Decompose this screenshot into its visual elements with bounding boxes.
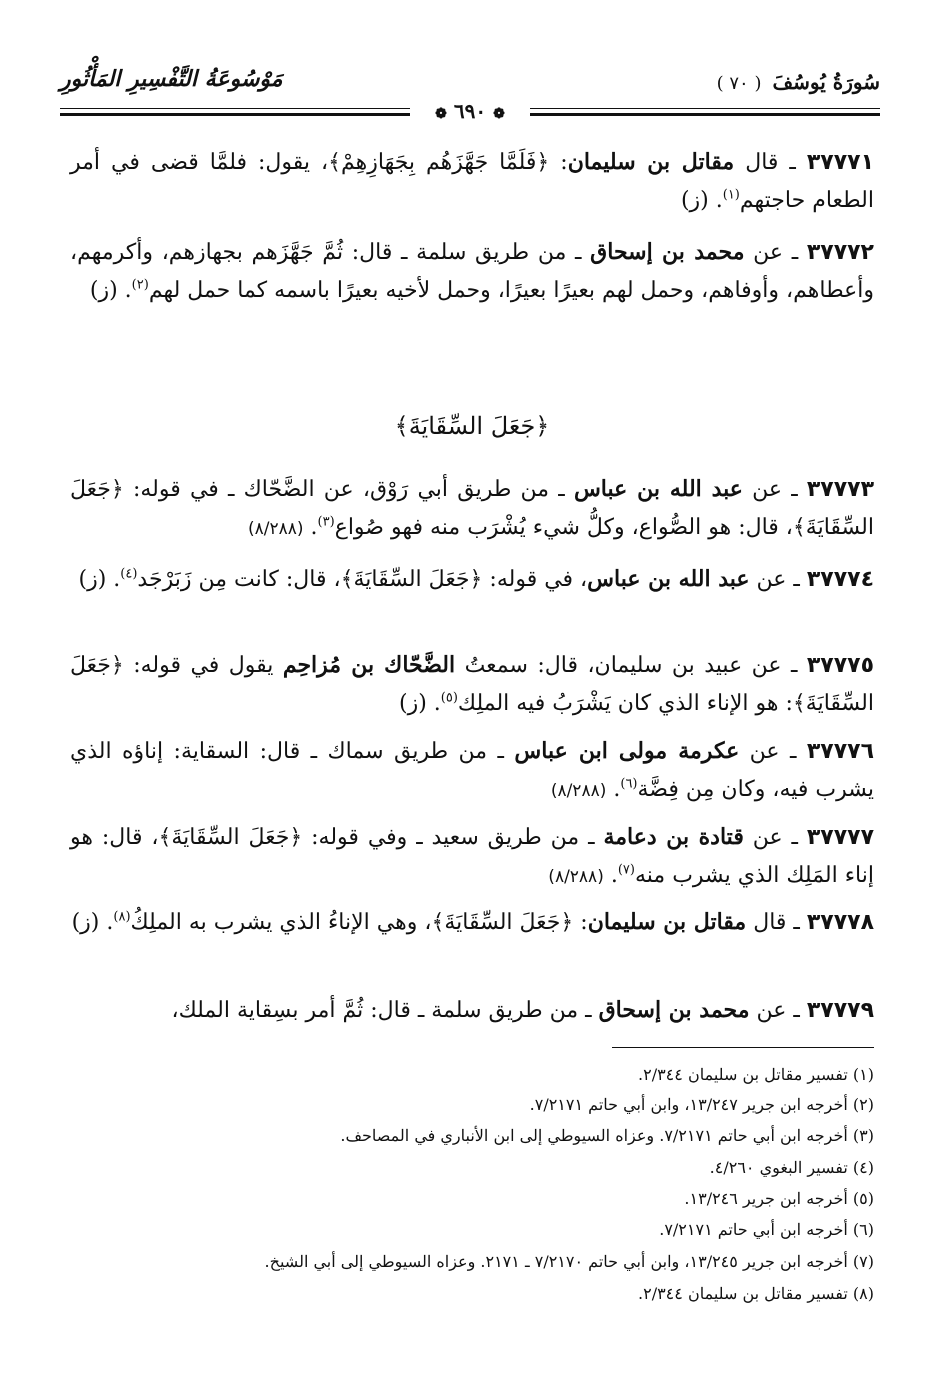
footnote-separator bbox=[612, 1047, 874, 1048]
narrator-name: الضَّحّاك بن مُزاحِم bbox=[282, 652, 456, 678]
running-head-sura bbox=[717, 70, 880, 94]
narration-entry bbox=[70, 818, 874, 896]
narration-text: ـ من طريق أبي رَوْق، عن الضَّحّاك ـ في قوله: bbox=[123, 477, 574, 502]
sura-title: سُورَةُ يُوسُفَ bbox=[772, 70, 880, 94]
quran-quote: ﴿فَلَمَّا جَهَّزَهُم بِجَهَازِهِمْ﴾ bbox=[328, 150, 550, 175]
narration-entry bbox=[70, 143, 874, 220]
narration-number: ٣٧٧٧٦ bbox=[806, 739, 875, 764]
narrator-name: عكرمة مولى ابن عباس bbox=[514, 738, 740, 764]
footnote-marker: (٢) bbox=[131, 277, 149, 293]
narrator-name: محمد بن إسحاق bbox=[590, 239, 745, 265]
narrator-name: عبد الله بن عباس bbox=[587, 566, 750, 592]
narration-entry bbox=[70, 560, 874, 599]
source-tag: . (ز) bbox=[680, 188, 723, 213]
narration-number: ٣٧٧٧٢ bbox=[806, 240, 874, 265]
footnote: (٧) أخرجه ابن جرير ١٣/٢٤٥، وابن أبي حاتم ٧/٢١٧٠ ـ ٢١٧١. وعزاه السيوطي إلى أبي الشيخ. bbox=[264, 1252, 874, 1271]
narration-text: : هو الإناء الذي كان يَشْرَبُ فيه الملِك bbox=[457, 691, 793, 716]
narration-text: ، قال: هو الصُّواع، وكلُّ شيء يُشْرَب منه فهو صُواع bbox=[334, 515, 793, 540]
quran-quote: ﴿جَعَلَ السِّقَايَةَ﴾ bbox=[431, 910, 574, 935]
narration-number: ٣٧٧٧٣ bbox=[806, 477, 874, 502]
narration-text: . bbox=[303, 515, 318, 540]
footnote-marker: (٣) bbox=[317, 514, 335, 530]
narration-entry bbox=[70, 732, 874, 810]
narration-text: . bbox=[606, 777, 621, 802]
narration-text: ـ عن bbox=[749, 567, 807, 592]
sura-number: ( ٧٠ ) bbox=[716, 73, 762, 94]
footnote-marker: (٥) bbox=[440, 690, 458, 706]
volume-reference: (٨/٢٨٨) bbox=[550, 781, 607, 801]
narration-text: : bbox=[573, 910, 588, 935]
footnote: (٤) تفسير البغوي ٤/٢٦٠. bbox=[709, 1158, 874, 1177]
page-number-box bbox=[410, 98, 530, 124]
footnote-marker: (٦) bbox=[620, 776, 638, 792]
source-tag: . (ز) bbox=[71, 910, 114, 935]
narrator-name: محمد بن إسحاق bbox=[598, 997, 750, 1023]
narration-text: ، يقول: فلمَّا قضى في أمر الطعام حاجتهم bbox=[70, 150, 874, 213]
footnote-marker: (٨) bbox=[113, 909, 131, 925]
page-number: ٦٩٠ bbox=[453, 99, 487, 123]
narration-number: ٣٧٧٧٥ bbox=[806, 653, 874, 678]
narration-text: ، قال: كانت مِن زَبَرْجَد bbox=[137, 567, 341, 592]
quran-quote: ﴿جَعَلَ السِّقَايَةَ﴾ bbox=[70, 477, 874, 540]
source-tag: . (ز) bbox=[78, 567, 121, 592]
narration-text: ، قال: هو إناء المَلِك الذي يشرب منه bbox=[70, 825, 874, 888]
source-tag: . (ز) bbox=[89, 278, 132, 303]
narrator-name: قتادة بن دعامة bbox=[603, 824, 744, 850]
narration-text: ، في قوله: bbox=[482, 567, 588, 592]
narration-text: : bbox=[549, 150, 568, 175]
footnote: (٣) أخرجه ابن أبي حاتم ٧/٢١٧١. وعزاه السيوطي إلى ابن الأنباري في المصاحف. bbox=[340, 1126, 874, 1145]
section-heading: ﴿جَعَلَ السِّقَايَةَ﴾ bbox=[394, 412, 550, 440]
quran-quote: ﴿جَعَلَ السِّقَايَةَ﴾ bbox=[158, 825, 303, 850]
narration-text: ـ عن bbox=[749, 998, 807, 1023]
narration-text: ـ من طريق سعيد ـ وفي قوله: bbox=[302, 825, 604, 850]
volume-reference: (٨/٢٨٨) bbox=[548, 867, 604, 887]
narration-text: . bbox=[603, 863, 618, 888]
narration-text: ـ قال bbox=[746, 910, 807, 935]
narration-text: ـ عن bbox=[739, 739, 807, 764]
narration-entry bbox=[70, 903, 874, 942]
narration-text: ـ عن عبيد بن سليمان، قال: سمعتُ bbox=[455, 653, 807, 678]
footnote-marker: (٧) bbox=[617, 862, 635, 878]
narration-text: ـ عن bbox=[744, 240, 807, 265]
footnote: (١) تفسير مقاتل بن سليمان ٢/٣٤٤. bbox=[638, 1065, 874, 1084]
narration-text: ـ من طريق سلمة ـ قال: ثُمَّ أمر بسِقاية الملك، bbox=[171, 998, 599, 1023]
narration-text: ـ من طريق سلمة ـ قال: ثُمَّ جَهَّزَهم بجهازهم، وأكرمهم، وأعطاهم، وأوفاهم، وحمل لهم بعيرًا بعيرًا، وحمل لأخيه بعيرًا باسمه كما حمل لهم bbox=[70, 240, 874, 303]
quran-quote: ﴿جَعَلَ السِّقَايَةَ﴾ bbox=[340, 567, 483, 592]
footnote-marker: (١) bbox=[722, 187, 740, 203]
page-header bbox=[60, 62, 880, 102]
narration-entry bbox=[70, 991, 874, 1030]
narrator-name: عبد الله بن عباس bbox=[573, 476, 743, 502]
running-head-book-title: مَوْسُوعَةُ التَّفْسِيرِ المَأْثُورِ bbox=[60, 66, 283, 92]
narration-number: ٣٧٧٧٨ bbox=[806, 910, 874, 935]
quran-quote: ﴿جَعَلَ السِّقَايَةَ﴾ bbox=[70, 653, 874, 716]
volume-reference: (٨/٢٨٨) bbox=[248, 519, 304, 539]
narration-number: ٣٧٧٧١ bbox=[806, 150, 874, 175]
narration-text: ـ عن bbox=[743, 825, 807, 850]
footnote: (٨) تفسير مقاتل بن سليمان ٢/٣٤٤. bbox=[638, 1284, 874, 1303]
narration-text: يقول في قوله: bbox=[123, 653, 283, 678]
footnote: (٢) أخرجه ابن جرير ١٣/٢٤٧، وابن أبي حاتم ٧/٢١٧١. bbox=[529, 1095, 874, 1114]
narrator-name: مقاتل بن سليمان bbox=[587, 909, 747, 935]
narration-text: ـ قال bbox=[734, 150, 807, 175]
source-tag: . (ز) bbox=[399, 691, 441, 716]
ornament-icon: ❁ bbox=[435, 106, 447, 122]
narration-number: ٣٧٧٧٧ bbox=[806, 825, 874, 850]
narration-entry bbox=[70, 646, 874, 723]
footnote-marker: (٤) bbox=[120, 566, 138, 582]
narration-text: ، وهي الإناءُ الذي يشرب به الملِكُ bbox=[130, 910, 432, 935]
narration-entry bbox=[70, 470, 874, 548]
narrator-name: مقاتل بن سليمان bbox=[567, 149, 735, 175]
footnote: (٦) أخرجه ابن أبي حاتم ٧/٢١٧١. bbox=[659, 1220, 874, 1239]
narration-number: ٣٧٧٧٩ bbox=[806, 998, 874, 1023]
narration-text: ـ عن bbox=[742, 477, 807, 502]
narration-text: ـ من طريق سماك ـ قال: السقاية: إناؤه الذي يشرب فيه، وكان مِن فِضَّة bbox=[70, 739, 874, 802]
footnote: (٥) أخرجه ابن جرير ١٣/٢٤٦. bbox=[684, 1189, 874, 1208]
narration-entry bbox=[70, 233, 874, 310]
narration-number: ٣٧٧٧٤ bbox=[806, 567, 874, 592]
ornament-icon: ❁ bbox=[493, 106, 505, 122]
